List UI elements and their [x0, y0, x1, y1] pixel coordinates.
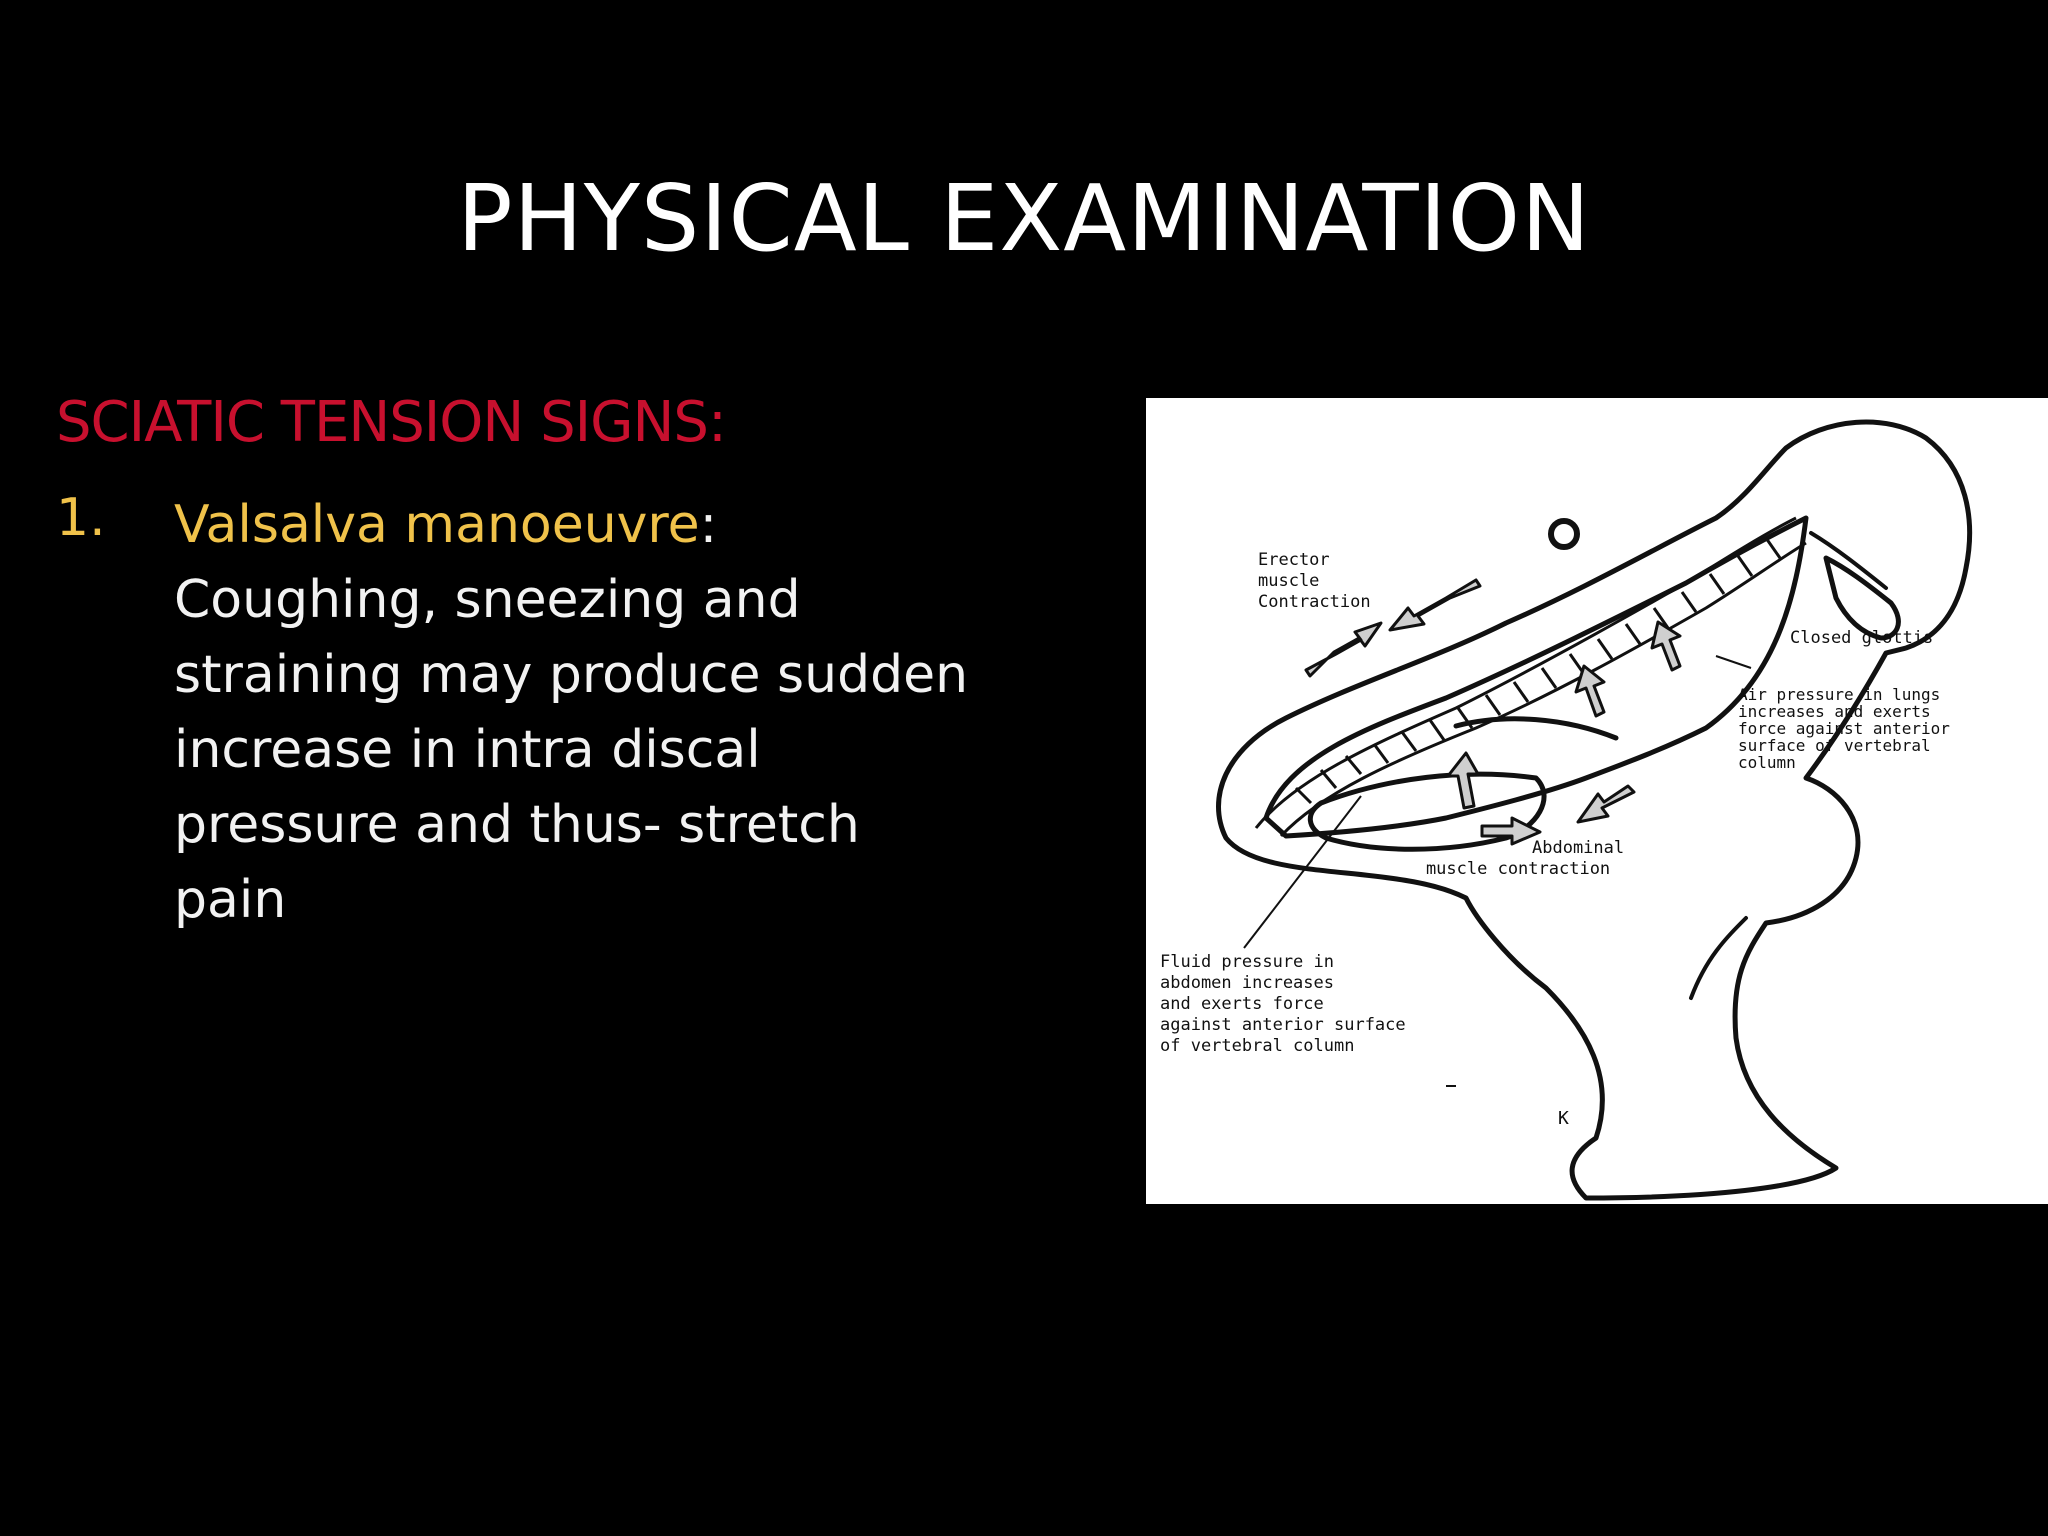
glottis-detail: [1811, 533, 1886, 588]
section-heading: SCIATIC TENSION SIGNS:: [56, 390, 726, 455]
slide-title: PHYSICAL EXAMINATION: [457, 165, 1591, 272]
item-line: Coughing, sneezing and: [174, 570, 801, 630]
pressure-arrow-3: [1652, 622, 1680, 670]
item-line: pain: [174, 870, 287, 930]
air-pressure-label: Air pressure in lungs increases and exerts force against anterior surface of vertebral column: [1738, 685, 1950, 772]
abdominal-label: Abdominal muscle contraction: [1425, 838, 1625, 879]
erector-arrow-left: [1390, 580, 1480, 630]
item-line: pressure and thus- stretch: [174, 795, 860, 855]
item-number: 1.: [56, 488, 106, 548]
valsalva-diagram: [1146, 398, 2048, 1204]
abdominal-arrow-2: [1578, 786, 1634, 822]
item-colon: :: [699, 495, 718, 555]
erector-arrow-right: [1306, 623, 1381, 676]
closed-glottis-label: Closed glottis: [1790, 628, 1934, 648]
erector-label: Erector muscle Contraction: [1258, 550, 1371, 612]
item-line: increase in intra discal: [174, 720, 761, 780]
hair-bun: [1551, 521, 1577, 547]
item-term: Valsalva manoeuvre: [174, 495, 700, 555]
crouching-figure-illustration: [1146, 398, 2048, 1204]
pressure-arrow-2: [1576, 666, 1604, 716]
item-line: straining may produce sudden: [174, 645, 969, 705]
pressure-arrow-1: [1448, 753, 1478, 808]
diaphragm: [1456, 719, 1616, 738]
artist-initials: K: [1558, 1108, 1569, 1129]
item-body: [174, 488, 1174, 938]
fluid-pressure-label: Fluid pressure in abdomen increases and exerts force against anterior surface of vertebral column: [1160, 952, 1406, 1056]
item-term-line: [174, 488, 1174, 563]
